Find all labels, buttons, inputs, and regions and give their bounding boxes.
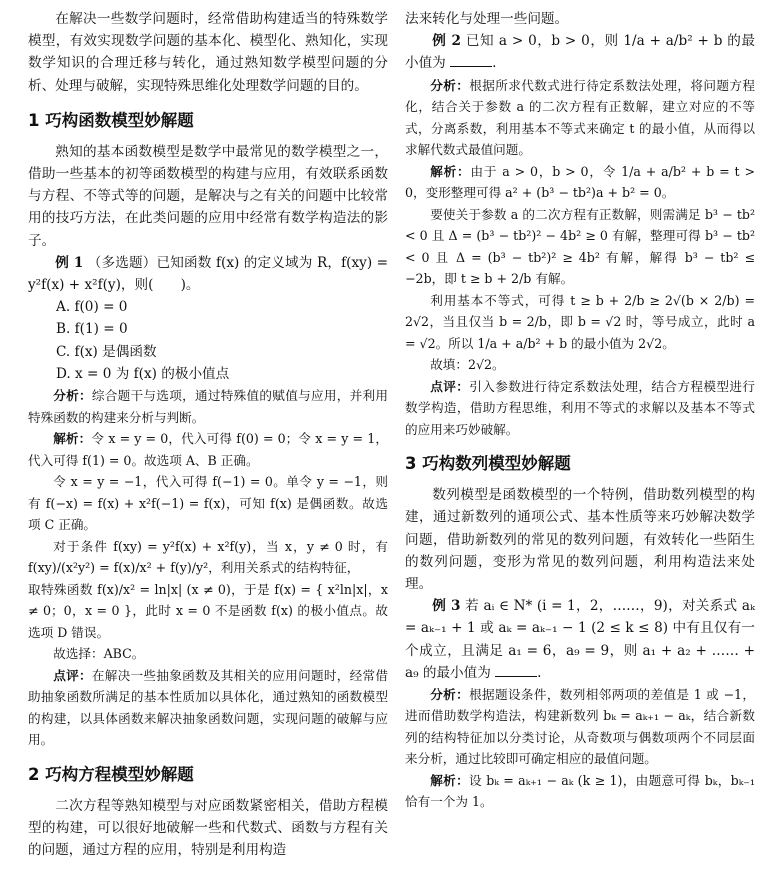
solution-1-text: 令 x = y = 0，代入可得 f(0) = 0；令 x = y = 1，代入可得 f(1) = 0。故选项 A、B 正确。 (28, 431, 388, 468)
analysis-3-label: 分析： (430, 686, 470, 702)
solution-3 (405, 770, 755, 813)
section-2-paragraph: 二次方程等熟知模型与对应函数紧密相关，借助方程模型的构建，可以很好地破解一些和代数式、函数与方程有关的问题，通过方程的应用，特别是利用构造 (28, 797, 388, 858)
analysis-3 (405, 684, 755, 770)
analysis-2-text: 根据所求代数式进行待定系数法处理，将问题方程化，结合关于参数 a 的二次方程有正数解，建立对应的不等式，分离系数，利用基本不等式来确定 t 的最小值，从而得以求解代数式最值问题。 (405, 77, 756, 158)
section-2-heading: 2 巧构方程模型妙解题 (28, 764, 194, 784)
solution-1-part-3: 对于条件 f(xy) = y²f(x) + x²f(y)，当 x，y ≠ 0 时，有 f(xy)/(x²y²) = f(x)/x² + f(y)/y²，利用关系式的结构特征， (28, 538, 388, 576)
answer-1: 故选择：ABC。 (53, 646, 145, 662)
section-1-paragraph: 熟知的基本函数模型是数学中最常见的数学模型之一，借助一些基本的初等函数模型的构建与应用，有效联系函数与方程、不等式等的问题，是解决与之有关的问题中比较常用的技巧方法，在此类问题的应用中经常有数学构造法的影子。 (28, 143, 388, 249)
example-3: 例 3 若 aᵢ ∈ N* (i = 1，2，……，9)，对关系式 aₖ = aₖ₋₁ + 1 或 aₖ = aₖ₋₁ − 1 (2 ≤ k ≤ 8) 中有且仅有一个成立，且满足 a₁ = 6，a₉ = 9，则 a₁ + a₂ + …… + a₉ 的最小值为 . (405, 598, 755, 681)
solution-2-part-2: 要使关于参数 a 的二次方程有正数解，则需满足 b³ − tb² < 0 且 Δ = (b³ − tb²)² − 4b² ≥ 0 有解，整理可得 b³ − tb² < 0 且 Δ = (b³ − tb²)² ≥ 4b² 有解，解得 b³ − tb² ≤ −2b，即 t ≥ b + 2/b 有解。 (405, 206, 755, 287)
analysis-2 (405, 75, 755, 161)
solution-2 (405, 161, 755, 204)
example-2: 例 2 已知 a > 0，b > 0，则 1/a + a/b² + b 的最小值为 . (405, 33, 755, 72)
solution-2-part-3: 利用基本不等式，可得 t ≥ b + 2/b ≥ 2√(b × 2/b) = 2√2，当且仅当 b = 2/b，即 b = √2 时，等号成立，此时 a = √2。所以 1/a + a/b² + b 的最小值为 2√2。 (405, 292, 755, 351)
option-d: D. x = 0 为 f(x) 的极小值点 (56, 365, 230, 382)
solution-1 (28, 428, 388, 471)
example-2-label: 例 2 (432, 33, 462, 50)
review-2-text: 引入参数进行待定系数法处理，结合方程模型进行数学构造，借助方程思维，利用不等式的求解以及基本不等式的应用来巧妙破解。 (405, 378, 756, 437)
example-2-text: 已知 a > 0，b > 0，则 1/a + a/b² + b 的最小值为 (405, 33, 755, 72)
example-1-label: 例 1 (55, 254, 84, 271)
example-1-text: （多选题）已知函数 f(x) 的定义域为 R，f(xy) = y²f(x) + x²f(y)，则( )。 (28, 254, 388, 294)
review-2-label: 点评： (430, 378, 470, 394)
left-column (28, 8, 388, 861)
section-3-paragraph: 数列模型是函数模型的一个特例，借助数列模型的构建，通过新数列的通项公式、基本性质等来巧妙解决数学问题，借助新数列的常见的数列问题，有效转化一些陌生的数列问题，变形为常见的数列问题，利用构造法来处理。 (405, 487, 755, 592)
analysis-1 (28, 385, 388, 428)
section-1-heading: 1 巧构函数模型妙解题 (28, 110, 194, 130)
option-c: C. f(x) 是偶函数 (56, 343, 157, 360)
continued-text: 法来转化与处理一些问题。 (405, 11, 569, 27)
analysis-3-text: 根据题设条件，数列相邻两项的差值是 1 或 −1，进而借助数学构造法，构建新数列 bₖ = aₖ₊₁ − aₖ，结合新数列的结构特征加以分类讨论，从奇数项与偶数项两个不同层面来分析，通过比较即可确定相应的最值问题。 (405, 686, 756, 767)
review-1 (28, 665, 388, 751)
solution-3-label: 解析： (430, 772, 469, 788)
solution-2-label: 解析： (430, 163, 471, 179)
right-column (405, 8, 755, 813)
example-1 (28, 252, 388, 296)
analysis-2-label: 分析： (430, 77, 470, 93)
answer-blank (450, 52, 492, 67)
solution-2-text: 由于 a > 0，b > 0，令 1/a + a/b² + b = t > 0，变形整理可得 a² + (b³ − tb²)a + b² = 0。 (405, 163, 756, 201)
analysis-1-label: 分析： (53, 388, 92, 404)
solution-1-part-2: 令 x = y = −1，代入可得 f(−1) = 0。单令 y = −1，则有 f(−x) = f(x) + x²f(−1) = f(x)，可知 f(x) 是偶函数。故选项 C 正确。 (28, 474, 388, 533)
solution-3-text: 设 bₖ = aₖ₊₁ − aₖ (k ≥ 1)，由题意可得 bₖ，bₖ₋₁ 恰有一个为 1。 (405, 772, 755, 810)
solution-1-label: 解析： (53, 431, 92, 447)
analysis-1-text: 综合题干与选项，通过特殊值的赋值与应用，并利用特殊函数的构建来分析与判断。 (28, 388, 389, 425)
answer-2: 故填：2√2。 (430, 357, 505, 373)
example-3-text: 若 aᵢ ∈ N* (i = 1，2，……，9)，对关系式 aₖ = aₖ₋₁ + 1 或 aₖ = aₖ₋₁ − 1 (2 ≤ k ≤ 8) 中有且仅有一个成立，且满足 a₁ = 6，a₉ = 9，则 a₁ + a₂ + …… + a₉ 的最小值为 (405, 598, 755, 681)
section-3-heading: 3 巧构数列模型妙解题 (405, 454, 571, 474)
example-3-label: 例 3 (432, 598, 461, 615)
answer-blank-3 (495, 662, 537, 677)
intro-paragraph: 在解决一些数学问题时，经常借助构建适当的特殊数学模型，有效实现数学问题的基本化、模型化、熟知化，实现数学知识的合理迁移与转化，通过熟知数学模型问题的分析、处理与破解，实现特殊思维化处理数学问题的目的。 (28, 11, 388, 94)
solution-1-part-4: 取特殊函数 f(x)/x² = ln|x| (x ≠ 0)，于是 f(x) = { x²ln|x|，x ≠ 0；0，x = 0 }，此时 x = 0 不是函数 f(x) 的极小值点。故选项 D 错误。 (28, 581, 388, 640)
review-2 (405, 376, 755, 441)
review-1-label: 点评： (53, 667, 92, 683)
option-a: A. f(0) = 0 (56, 299, 128, 316)
option-b: B. f(1) = 0 (56, 321, 128, 338)
review-1-text: 在解决一些抽象函数及其相关的应用问题时，经常借助抽象函数所满足的基本性质加以具体化，通过熟知的函数模型的构建，以具体函数来解决抽象函数问题，实现问题的破解与应用。 (28, 667, 389, 748)
